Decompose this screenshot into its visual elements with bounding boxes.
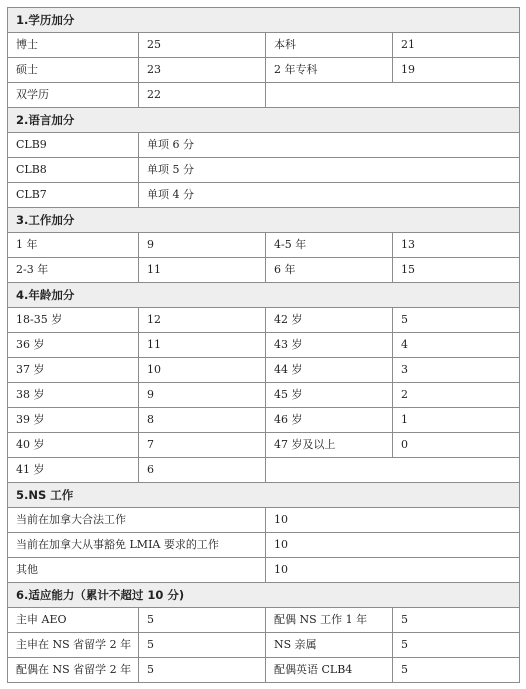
item-points: 4 — [393, 333, 520, 358]
section-header — [8, 283, 520, 308]
section-title: 4.年龄加分 — [8, 283, 520, 308]
item-label: 配偶英语 CLB4 — [266, 658, 393, 683]
table-row — [8, 333, 520, 358]
item-label: 硕士 — [8, 58, 139, 83]
table-row — [8, 533, 520, 558]
item-label: 47 岁及以上 — [266, 433, 393, 458]
table-row — [8, 508, 520, 533]
item-points: 10 — [266, 558, 520, 583]
item-label: CLB7 — [8, 183, 139, 208]
section-title: 2.语言加分 — [8, 108, 520, 133]
table-row — [8, 608, 520, 633]
section-header — [8, 483, 520, 508]
item-points: 11 — [139, 258, 266, 283]
item-label: 40 岁 — [8, 433, 139, 458]
item-label: CLB9 — [8, 133, 139, 158]
item-label: 38 岁 — [8, 383, 139, 408]
item-points: 5 — [139, 633, 266, 658]
table-row — [8, 183, 520, 208]
table-row — [8, 658, 520, 683]
section-title: 6.适应能力（累计不超过 10 分) — [8, 583, 520, 608]
item-points: 25 — [139, 33, 266, 58]
item-points: 3 — [393, 358, 520, 383]
item-label: 36 岁 — [8, 333, 139, 358]
item-label: 6 年 — [266, 258, 393, 283]
item-points: 5 — [393, 633, 520, 658]
item-label: 41 岁 — [8, 458, 139, 483]
item-points: 21 — [393, 33, 520, 58]
table-row — [8, 358, 520, 383]
item-points: 15 — [393, 258, 520, 283]
item-points: 单项 6 分 — [139, 133, 520, 158]
item-label: 主申在 NS 省留学 2 年 — [8, 633, 139, 658]
item-points: 22 — [139, 83, 266, 108]
table-row — [8, 433, 520, 458]
item-label: 46 岁 — [266, 408, 393, 433]
item-label: 4-5 年 — [266, 233, 393, 258]
item-label: 双学历 — [8, 83, 139, 108]
item-label: 配偶 NS 工作 1 年 — [266, 608, 393, 633]
table-row — [8, 158, 520, 183]
item-label: 2 年专科 — [266, 58, 393, 83]
item-points: 0 — [393, 433, 520, 458]
item-points: 单项 4 分 — [139, 183, 520, 208]
item-label: 其他 — [8, 558, 266, 583]
item-label: 2-3 年 — [8, 258, 139, 283]
section-title: 3.工作加分 — [8, 208, 520, 233]
item-points: 10 — [139, 358, 266, 383]
item-label: 39 岁 — [8, 408, 139, 433]
item-points: 7 — [139, 433, 266, 458]
item-label: 主申 AEO — [8, 608, 139, 633]
table-row — [8, 83, 520, 108]
table-row — [8, 458, 520, 483]
item-label: CLB8 — [8, 158, 139, 183]
item-label: 本科 — [266, 33, 393, 58]
item-points: 10 — [266, 533, 520, 558]
section-header — [8, 108, 520, 133]
item-points: 10 — [266, 508, 520, 533]
item-points: 1 — [393, 408, 520, 433]
points-table — [7, 7, 520, 683]
item-label: 配偶在 NS 省留学 2 年 — [8, 658, 139, 683]
item-points: 5 — [139, 658, 266, 683]
item-label: 博士 — [8, 33, 139, 58]
item-points: 5 — [393, 308, 520, 333]
item-label: 当前在加拿大合法工作 — [8, 508, 266, 533]
item-points: 5 — [393, 658, 520, 683]
item-points: 19 — [393, 58, 520, 83]
section-header — [8, 8, 520, 33]
item-points: 9 — [139, 383, 266, 408]
item-label: 43 岁 — [266, 333, 393, 358]
table-row — [8, 233, 520, 258]
item-label: 当前在加拿大从事豁免 LMIA 要求的工作 — [8, 533, 266, 558]
table-row — [8, 258, 520, 283]
item-points: 单项 5 分 — [139, 158, 520, 183]
item-label: NS 亲属 — [266, 633, 393, 658]
section-title: 5.NS 工作 — [8, 483, 520, 508]
table-row — [8, 408, 520, 433]
item-points: 2 — [393, 383, 520, 408]
item-label: 37 岁 — [8, 358, 139, 383]
item-label: 42 岁 — [266, 308, 393, 333]
empty-cell — [266, 458, 520, 483]
item-label: 18-35 岁 — [8, 308, 139, 333]
item-points: 9 — [139, 233, 266, 258]
item-points: 11 — [139, 333, 266, 358]
table-row — [8, 58, 520, 83]
table-row — [8, 633, 520, 658]
empty-cell — [266, 83, 520, 108]
item-label: 45 岁 — [266, 383, 393, 408]
table-row — [8, 383, 520, 408]
section-title: 1.学历加分 — [8, 8, 520, 33]
item-label: 1 年 — [8, 233, 139, 258]
section-header — [8, 583, 520, 608]
item-points: 5 — [139, 608, 266, 633]
table-row — [8, 133, 520, 158]
item-points: 6 — [139, 458, 266, 483]
item-points: 5 — [393, 608, 520, 633]
section-header — [8, 208, 520, 233]
table-row — [8, 308, 520, 333]
item-points: 8 — [139, 408, 266, 433]
item-points: 12 — [139, 308, 266, 333]
item-points: 23 — [139, 58, 266, 83]
table-row — [8, 33, 520, 58]
table-row — [8, 558, 520, 583]
item-label: 44 岁 — [266, 358, 393, 383]
item-points: 13 — [393, 233, 520, 258]
